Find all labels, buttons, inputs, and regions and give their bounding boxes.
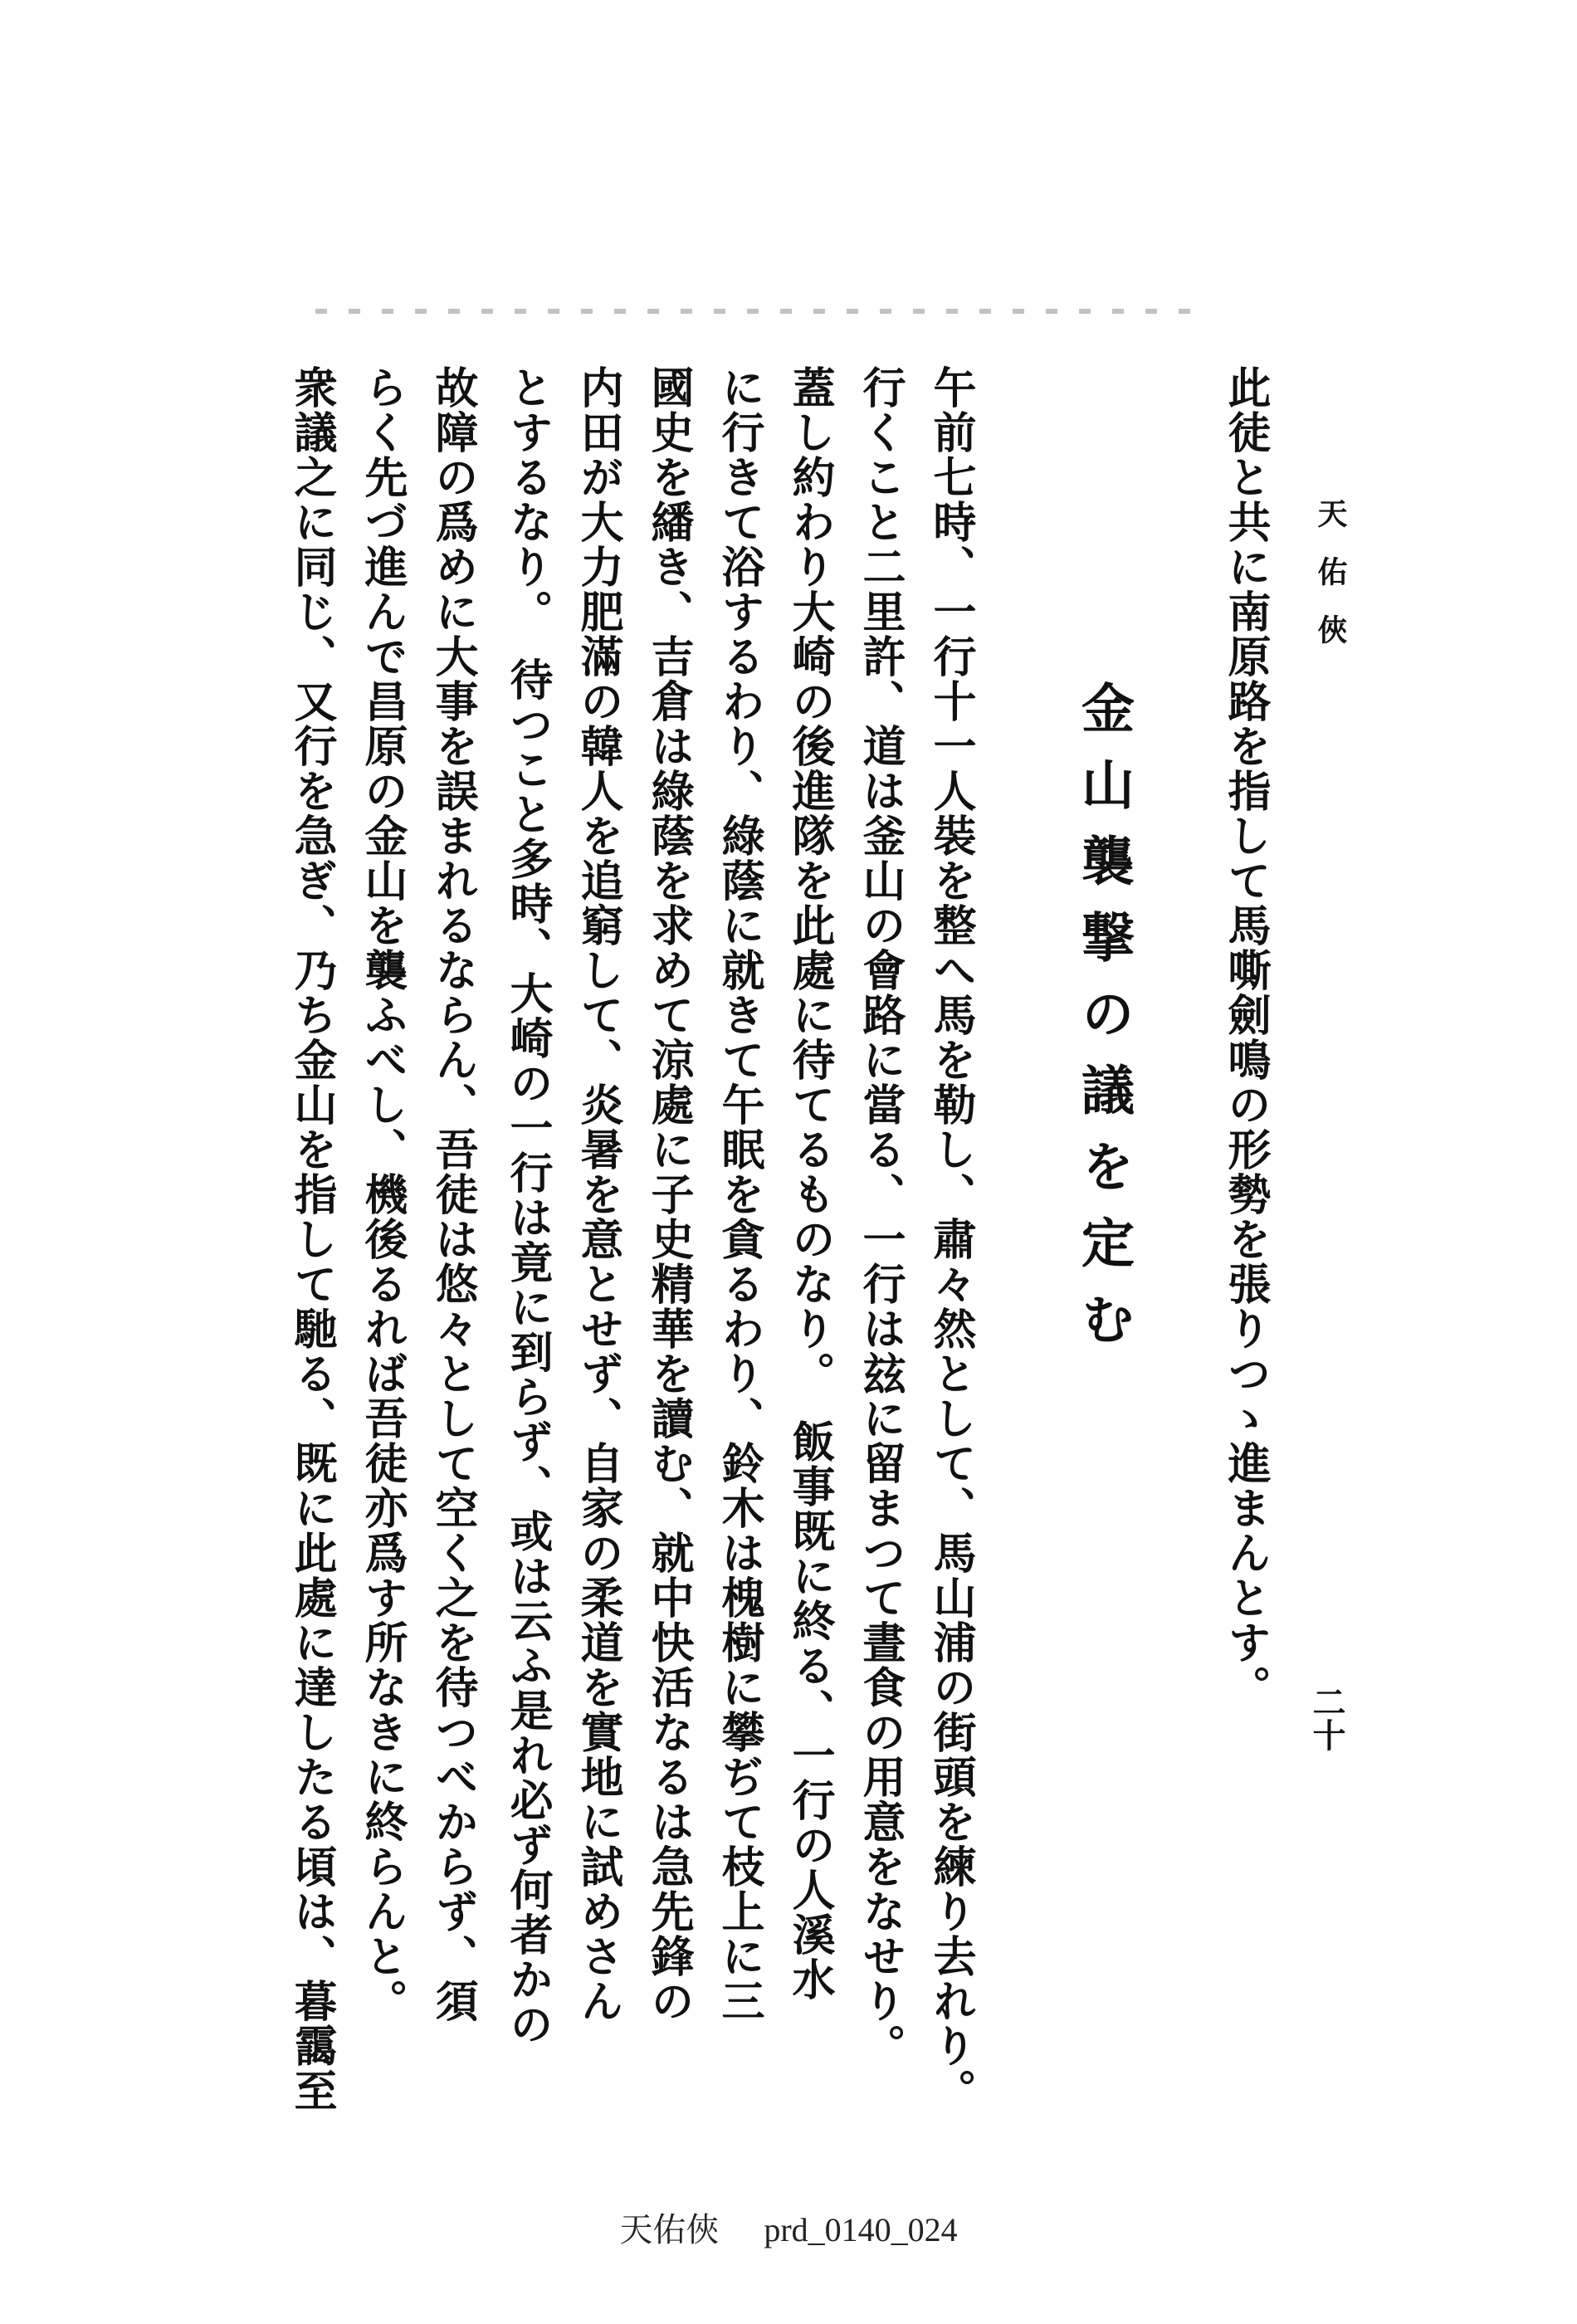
section-title: 金山襲撃の議を定む: [1072, 681, 1135, 1368]
text-column-5: に行きて浴するわり、綠蔭に就きて午眠を貪るわり、鈴木は槐樹に攀ぢて枝上に三: [714, 365, 764, 2024]
footer-book-title: 天佑俠: [619, 2211, 720, 2248]
text-column-2: 午前七時、一行十一人裝を整へ馬を勒し、肅々然として、馬山浦の街頭を練り去れり。: [925, 365, 976, 2113]
text-column-8: とするなり。 待つこと多時、大崎の一行は竟に到らず、或は云ふ是れ必ず何者かの: [502, 365, 553, 2047]
text-column-10: らく先づ進んで昌原の金山を襲ふべし、機後るれば吾徒亦爲す所なきに終らんと。: [357, 365, 408, 2024]
page-footer: [0, 2204, 1577, 2251]
text-column-9: 故障の爲めに大事を誤まれるならん、吾徒は悠々として空く之を待つべからず、須: [427, 365, 478, 2024]
text-column-3: 行くこと二里許、道は釜山の會路に當る、一行は玆に留まつて晝食の用意をなせり。: [855, 365, 906, 2068]
print-artifact-line: [315, 309, 1195, 314]
text-column-11: 衆議之に同じ、又行を急ぎ、乃ち金山を指して馳る、既に此處に達したる頃は、暮靄至: [286, 365, 337, 2113]
text-column-7: 内田が大力肥滿の韓人を追窮して、炎暑を意とせず、自家の柔道を實地に試めさん: [573, 365, 623, 2024]
page-number: 二十: [1307, 1685, 1346, 1751]
text-column-6: 國史を繙き、吉倉は綠蔭を求めて涼處に子史精華を讀む、就中快活なるは急先鋒の: [643, 365, 694, 2024]
text-column-4: 蓋し約わり大崎の後進隊を此處に待てるものなり。 飯事既に終る、一行の人溪水: [784, 365, 835, 2002]
text-column-1: 此徒と共に南原路を指して馬嘶劍鳴の形勢を張りつゝ進まんとす。: [1220, 365, 1271, 1710]
running-title: 天佑俠: [1313, 498, 1348, 672]
footer-page-id: prd_0140_024: [764, 2211, 958, 2248]
